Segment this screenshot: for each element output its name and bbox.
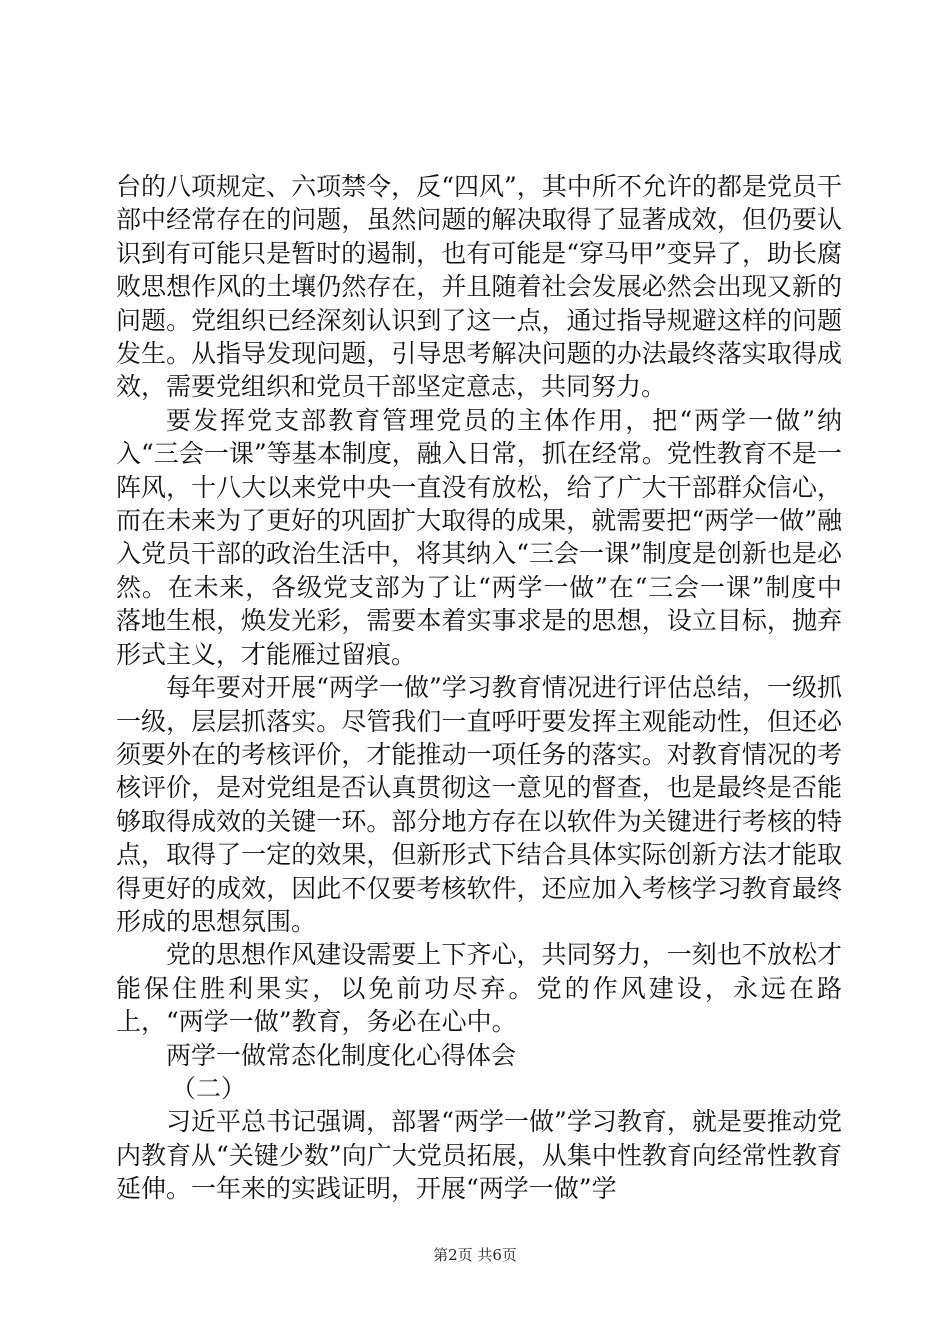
paragraph-5: 习近平总书记强调，部署“两学一做”学习教育，就是要推动党内教育从“关键少数”向广大党员拓展，从集中性教育向经常性教育延伸。一年来的实践证明，开展“两学一做”学	[116, 1107, 842, 1204]
paragraph-2: 要发挥党支部教育管理党员的主体作用，把“两学一做”纳入“三会一课”等基本制度，融入日常，抓在经常。党性教育不是一阵风，十八大以来党中央一直没有放松，给了广大干部群众信心，而在未来为了更好的巩固扩大取得的成果，就需要把“两学一做”融入党员干部的政治生活中，将其纳入“三会一课”制度是创新也是必然。在未来，各级党支部为了让“两学一做”在“三会一课”制度中落地生根，焕发光彩，需要本着实事求是的思想，设立目标，抛弃形式主义，才能雁过留痕。	[116, 405, 842, 669]
paragraph-4: 党的思想作风建设需要上下齐心，共同努力，一刻也不放松才能保住胜利果实，以免前功尽弃。党的作风建设，永远在路上，“两学一做”教育，务必在心中。	[116, 940, 842, 1037]
document-body	[116, 170, 842, 1206]
paragraph-3: 每年要对开展“两学一做”学习教育情况进行评估总结，一级抓一级，层层抓落实。尽管我们一直呼吁要发挥主观能动性，但还必须要外在的考核评价，才能推动一项任务的落实。对教育情况的考核评价，是对党组是否认真贯彻这一意见的督查，也是最终是否能够取得成效的关键一环。部分地方存在以软件为关键进行考核的特点，取得了一定的效果，但新形式下结合具体实际创新方法才能取得更好的成效，因此不仅要考核软件，还应加入考核学习教育最终形成的思想氛围。	[116, 673, 842, 936]
section-number: （二）	[171, 1073, 247, 1103]
page-number-footer: 第2页 共6页	[433, 1246, 517, 1264]
section-heading: 两学一做常态化制度化心得体会	[166, 1040, 517, 1070]
paragraph-1: 台的八项规定、六项禁令，反“四风”，其中所不允许的都是党员干部中经常存在的问题，虽然问题的解决取得了显著成效，但仍要认识到有可能只是暂时的遏制，也有可能是“穿马甲”变异了，助长腐败思想作风的土壤仍然存在，并且随着社会发展必然会出现又新的问题。党组织已经深刻认识到了这一点，通过指导规避这样的问题发生。从指导发现问题，引导思考解决问题的办法最终落实取得成效，需要党组织和党员干部坚定意志，共同努力。	[116, 172, 842, 402]
